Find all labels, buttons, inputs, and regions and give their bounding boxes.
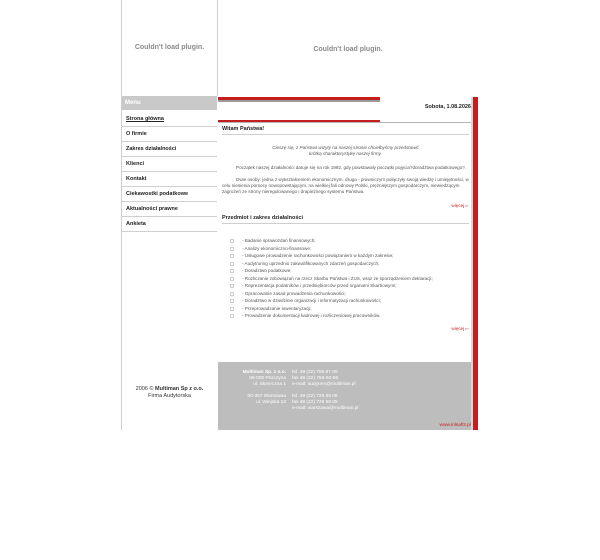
sidebar-item-home[interactable]: Strona główna [122,112,217,127]
footer-fax2: fax 48 (22) 729 58 09 [292,400,338,405]
list-item-text: - Prowadzenie dokumentacji kadrowej i rozliczeniowej pracowników. [242,313,381,318]
list-item [222,298,469,304]
list-item [222,313,469,319]
list-item [222,246,469,252]
bullet-box-icon [230,254,234,258]
welcome-title: Witam Państwa! [222,126,469,135]
current-date: Sobota, 1.08.2026 [424,104,471,110]
sidebar-item-contact[interactable]: Kontakt [122,172,217,187]
sidebar-footer [122,386,217,400]
bullet-box-icon [230,277,234,281]
list-item-text: - Usługowe prowadzenie rachunkowości powiązaniem w każdym zakresie; [242,253,394,258]
welcome-paragraph-1: Początek naszej działalności datuje się na rok 1992, gdy powstawały początki pojęcia?doradztwa podatkowego?. [236,165,467,170]
menu-header: Menu [122,96,217,110]
list-item-text: - Audyt/uring uprzednio zakwalifikowanych zdarzeń gospodarczych; [242,260,380,266]
contact-footer [218,362,471,430]
list-item [222,261,469,267]
list-item [222,268,469,274]
footer-company: Multiman Sp. z o.o. [242,370,286,375]
bullet-box-icon [230,239,234,243]
footer-address1-street: ul. Słoneczna 1 [253,382,286,387]
list-item [222,238,469,244]
sidebar-item-tax-trivia[interactable]: Ciekawostki podatkowe [122,187,217,202]
list-item-text: - Przeprowadzanie inwentaryzacji; [242,305,312,311]
scope-title: Przedmiot i zakres działalności [222,215,469,224]
footer-email1[interactable]: e-mail: audytem@multiman.pl [292,382,356,387]
main-content [222,126,469,338]
footer-address2-street: ul. Wiejska 12 [256,400,286,405]
sidebar-item-clients[interactable]: Klienci [122,157,217,172]
footer-phone2: tel. 48 (22) 729 58 08 [292,394,338,399]
content-gray-bar [218,122,471,123]
list-item-text: - Badanie sprawozdań finansowych; [242,238,316,243]
bullet-box-icon [230,247,234,251]
list-item-text: - Doradztwo w dziedzinie organizacji i informatyzacji rachunkowości; [242,298,381,303]
footer-address2-city: 00-357 Warszawa [247,394,286,399]
list-item-text: - Doradztwo podatkowe; [242,268,292,273]
bullet-box-icon [230,284,234,288]
bullet-box-icon [230,314,234,318]
sidebar-item-survey[interactable]: Ankieta [122,217,217,232]
footer-phone1: tel. 48 (32) 756 67 00 [292,370,338,375]
welcome-paragraph-2: Dwie osoby: jedna z wykształceniem ekonomicznym, druga - prawniczym połączyły swoją wiedzę i umiejętności, w celu niesienia pomocy nowopowstającym, na wielkiej fali odnowy Polski, prężniejszym gospodarczym, niewiedzącym zagrożeń ze strony nieregulowanego i drapieżnego systemu Państwa. [222,177,469,194]
bullet-box-icon [230,269,234,273]
welcome-intro [222,145,469,157]
bullet-box-icon [230,292,234,296]
header-gray-bar [218,100,380,102]
plugin-placeholder-left: Couldn't load plugin. [134,44,205,51]
copyright-subtitle: Firma Audytorska [148,393,191,399]
list-item-text: - Rozliczanie zobowiązań na rzecz Skarbu Państwa i ZUS, wraz ze sporządzeniem deklaracji; [242,275,433,281]
list-item-text: - Analizy ekonomiczno-finansowe; [242,245,312,251]
welcome-intro-line2: krótką charakterystykę naszej firmy. [309,151,382,156]
bullet-box-icon [230,299,234,303]
list-item [222,291,469,297]
list-item [222,306,469,312]
bullet-box-icon [230,307,234,311]
sidebar-item-scope[interactable]: Zakres działalności [122,142,217,157]
plugin-placeholder-right: Couldn't load plugin. [313,46,383,53]
footer-contacts [292,370,442,412]
list-item [222,276,469,282]
right-red-stripe [473,97,478,430]
copyright-prefix: 2006 © [135,386,154,392]
footer-addresses [218,370,286,406]
bullet-box-icon [230,262,234,266]
footer-fax1: fax 48 (32) 756-92-86 [292,376,339,381]
sidebar-menu [122,112,217,232]
sidebar-item-legal-news[interactable]: Aktualności prawne [122,202,217,217]
list-item [222,253,469,259]
list-item-text: - Opracowanie zasad prowadzenia rachunkowości; [242,290,346,296]
sidebar-item-about[interactable]: O firmie [122,127,217,142]
footer-address1-city: 85-000 Pszczyna [249,376,286,381]
footer-email2[interactable]: e-mail: warszawa@multiman.pl [292,406,359,411]
footer-website-link[interactable]: www.inlsaftz.pl [439,423,471,428]
copyright-company: Multiman Sp z o.o. [155,386,204,392]
list-item-text: - Reprezentacja podatników i przedsiębiorców przed organami Skarbowymi; [242,283,397,288]
welcome-intro-line1: Cieszę się, z Państwa wizyty na naszej stronie chciełbyśmy przedstawić [272,145,419,150]
scope-more-link[interactable]: więcej ▻ [451,326,469,331]
scope-list [222,238,469,319]
welcome-more-link[interactable]: więcej ▻ [451,203,469,208]
list-item [222,283,469,289]
